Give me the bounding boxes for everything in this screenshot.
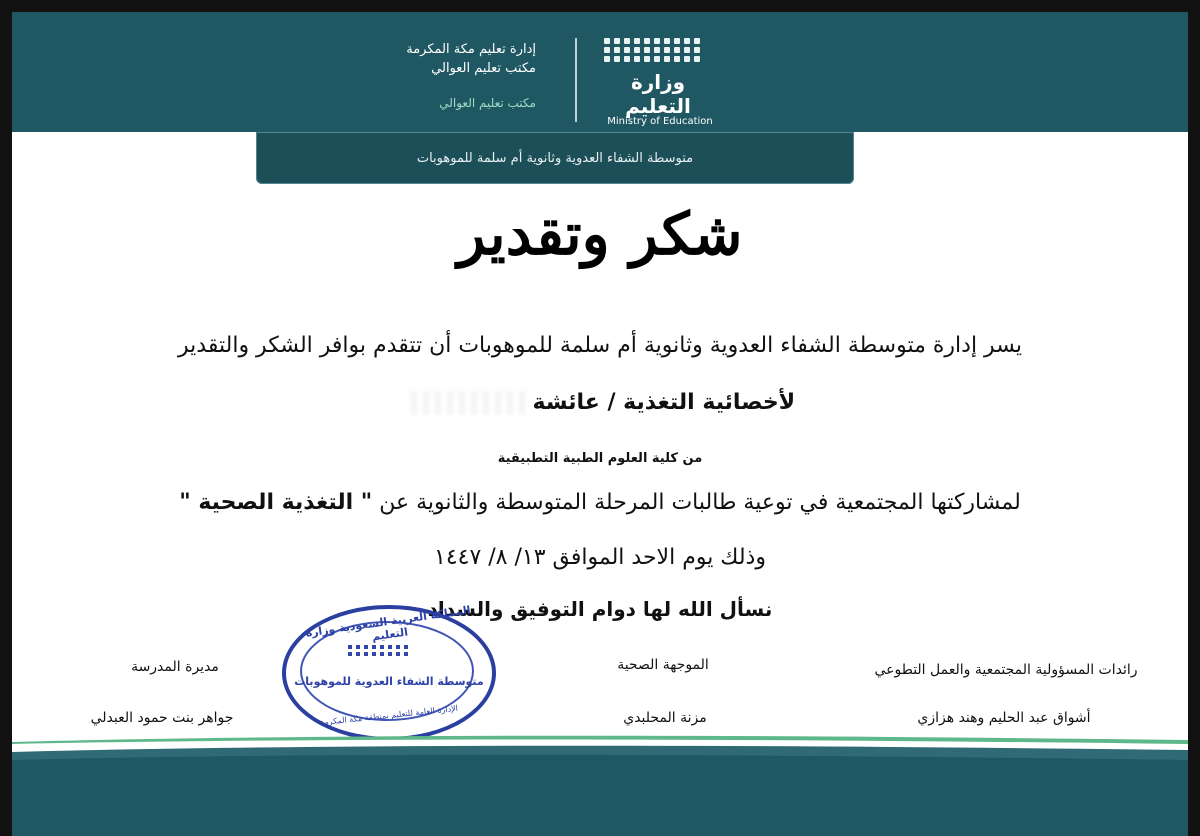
health-supervisor-name: مزنة المحلبدي — [623, 710, 707, 726]
participation-line — [0, 490, 1200, 515]
redacted-name — [405, 391, 525, 415]
principal-title: مديرة المدرسة — [131, 659, 219, 675]
frame-right — [1188, 0, 1200, 836]
ministry-logo — [598, 38, 728, 127]
recipient-line — [0, 390, 1200, 415]
stamp-text-middle: متوسطة الشفاء العدوية للموهوبات — [294, 675, 484, 688]
stamp-text-top: المملكة العربية السعودية وزارة التعليم — [304, 603, 472, 644]
office-line-1: إدارة تعليم مكة المكرمة — [406, 42, 536, 57]
ministry-name-ar: وزارة التعليم — [625, 70, 691, 118]
stamp-text-bottom: الإدارة العامة للتعليم بمنطقة مكة المكرمة — [319, 703, 459, 728]
leaders-names: أشواق عبد الحليم وهند هزازي — [917, 710, 1091, 726]
ministry-logo-icon — [604, 38, 728, 62]
ministry-name-en: Ministry of Education — [607, 116, 713, 127]
prayer-text: نسأل الله لها دوام التوفيق والسداد — [427, 597, 773, 621]
education-office-block — [406, 40, 536, 110]
school-stamp — [282, 605, 496, 741]
office-line-3: مكتب تعليم العوالي — [439, 96, 536, 110]
school-name-bar — [256, 132, 854, 184]
frame-top — [0, 0, 1200, 12]
college-text: من كلية العلوم الطبية التطبيقية — [497, 451, 703, 466]
stamp-logo-icon — [348, 645, 409, 656]
office-line-2: مكتب تعليم العوالي — [431, 61, 536, 76]
participation-text: لمشاركتها المجتمعية في توعية طالبات المرحلة المتوسطة والثانوية عن — [372, 490, 1021, 515]
intro-text: يسر إدارة متوسطة الشفاء العدوية وثانوية أم سلمة للموهوبات أن تتقدم بوافر الشكر والتقدير — [178, 333, 1022, 358]
recipient-text: لأخصائية التغذية / عائشة — [532, 390, 796, 415]
frame-left — [0, 0, 12, 836]
header-divider — [575, 38, 577, 122]
health-supervisor-title: الموجهة الصحية — [617, 657, 709, 673]
leaders-title: رائدات المسؤولية المجتمعية والعمل التطوعي — [874, 662, 1138, 678]
topic-text: " التغذية الصحية " — [179, 490, 373, 515]
date-text: وذلك يوم الاحد الموافق ١٣/ ٨/ ١٤٤٧ — [434, 545, 766, 570]
bottom-wave-decoration — [12, 734, 1188, 836]
principal-name: جواهر بنت حمود العبدلي — [90, 710, 234, 726]
school-name: متوسطة الشفاء العدوية وثانوية أم سلمة للموهوبات — [416, 150, 694, 166]
certificate-title: شكر وتقدير — [457, 200, 743, 268]
